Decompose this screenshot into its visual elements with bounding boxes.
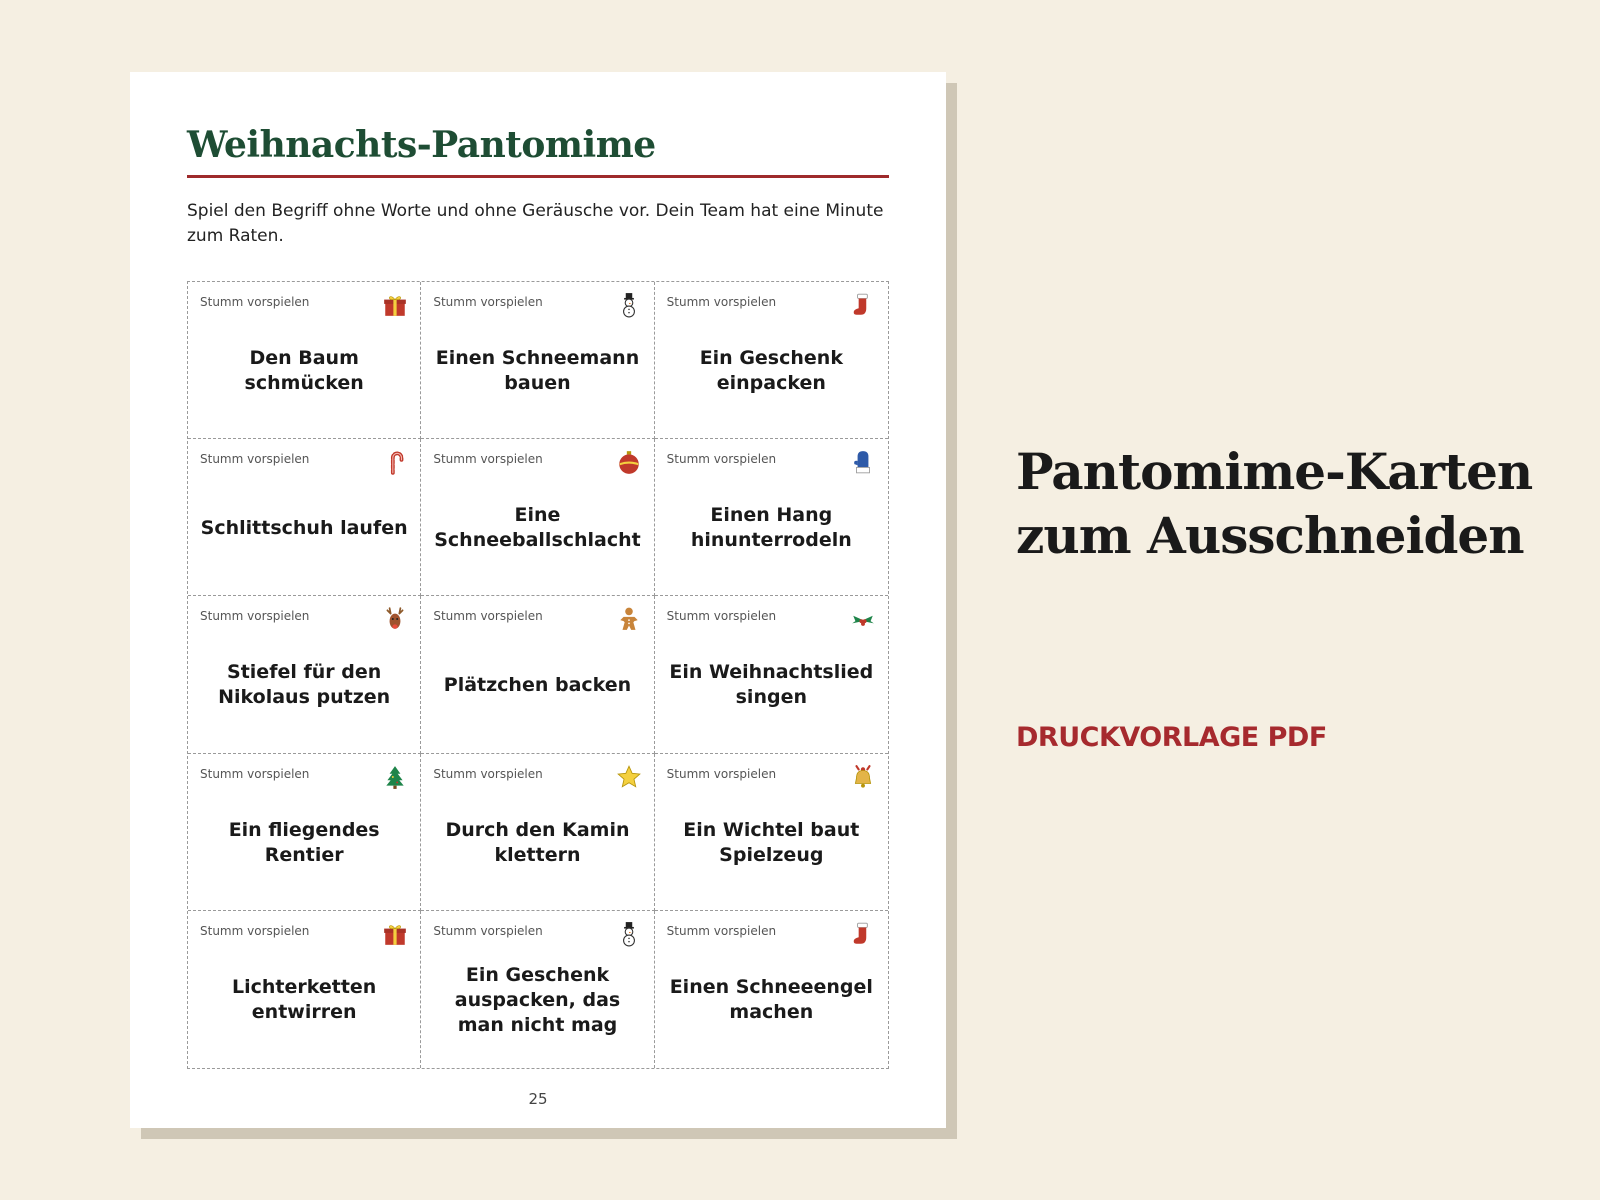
reindeer-icon bbox=[382, 606, 408, 632]
card-grid bbox=[187, 281, 889, 1069]
card-term: Einen Schneemann bauen bbox=[435, 347, 640, 395]
pantomime-card bbox=[188, 911, 421, 1068]
pantomime-card bbox=[655, 596, 888, 753]
card-term: Durch den Kamin klettern bbox=[445, 818, 630, 866]
card-term: Ein Weihnachtslied singen bbox=[669, 661, 874, 709]
stocking-icon bbox=[850, 292, 876, 318]
promo-headline-line: zum Ausschneiden bbox=[1016, 506, 1524, 565]
title-underline bbox=[187, 175, 889, 178]
candy-cane-icon bbox=[382, 449, 408, 475]
pantomime-card bbox=[188, 282, 421, 439]
snowman-icon bbox=[616, 921, 642, 947]
card-label: Stumm vorspielen bbox=[200, 295, 310, 309]
ornament-icon bbox=[616, 449, 642, 475]
card-label: Stumm vorspielen bbox=[200, 923, 310, 938]
pantomime-card bbox=[421, 282, 654, 439]
pantomime-card bbox=[188, 596, 421, 753]
card-label: Stumm vorspielen bbox=[433, 295, 543, 309]
pantomime-card bbox=[421, 439, 654, 596]
card-label: Stumm vorspielen bbox=[666, 609, 777, 624]
tree-icon bbox=[382, 764, 408, 790]
star-icon bbox=[616, 764, 642, 790]
card-label: Stumm vorspielen bbox=[433, 766, 543, 781]
pantomime-card bbox=[655, 282, 888, 439]
card-label: Stumm vorspielen bbox=[666, 766, 777, 781]
card-label: Stumm vorspielen bbox=[666, 295, 777, 309]
pantomime-card bbox=[655, 754, 888, 911]
mitten-icon bbox=[850, 449, 876, 475]
snowman-icon bbox=[616, 292, 642, 318]
card-term: Lichterketten entwirren bbox=[231, 976, 377, 1024]
card-label: Stumm vorspielen bbox=[666, 923, 777, 938]
gingerbread-icon bbox=[616, 606, 642, 632]
card-term: Schlittschuh laufen bbox=[200, 516, 408, 539]
page-title: Weihnachts-Pantomime bbox=[187, 124, 656, 166]
card-term: Ein Geschenk einpacken bbox=[699, 347, 843, 395]
pantomime-card bbox=[188, 439, 421, 596]
promo-headline bbox=[1016, 440, 1532, 568]
pantomime-card bbox=[421, 596, 654, 753]
stocking-icon bbox=[850, 921, 876, 947]
pantomime-card bbox=[188, 754, 421, 911]
card-term: Eine Schneeballschlacht bbox=[434, 504, 641, 552]
card-label: Stumm vorspielen bbox=[433, 452, 543, 467]
document-page bbox=[130, 72, 946, 1128]
page-number: 25 bbox=[528, 1090, 548, 1108]
card-term: Ein Wichtel baut Spielzeug bbox=[683, 818, 860, 866]
card-label: Stumm vorspielen bbox=[666, 452, 777, 467]
card-term: Den Baum schmücken bbox=[244, 347, 364, 395]
pantomime-card bbox=[655, 439, 888, 596]
card-label: Stumm vorspielen bbox=[200, 766, 310, 781]
card-label: Stumm vorspielen bbox=[433, 923, 543, 938]
bell-icon bbox=[850, 764, 876, 790]
card-label: Stumm vorspielen bbox=[433, 609, 543, 624]
gift-icon bbox=[382, 921, 408, 947]
pantomime-card bbox=[655, 911, 888, 1068]
card-term: Ein fliegendes Rentier bbox=[228, 818, 380, 866]
pantomime-card bbox=[421, 911, 654, 1068]
card-term: Ein Geschenk auspacken, das man nicht mag bbox=[454, 963, 621, 1036]
holly-icon bbox=[850, 606, 876, 632]
card-term: Plätzchen backen bbox=[443, 673, 632, 696]
card-term: Einen Schneeengel machen bbox=[669, 976, 873, 1024]
format-label: DRUCKVORLAGE PDF bbox=[1016, 722, 1327, 753]
card-term: Einen Hang hinunterrodeln bbox=[690, 504, 852, 552]
pantomime-card bbox=[421, 754, 654, 911]
card-label: Stumm vorspielen bbox=[200, 452, 310, 467]
card-term: Stiefel für den Nikolaus putzen bbox=[218, 661, 391, 709]
card-label: Stumm vorspielen bbox=[200, 609, 310, 624]
gift-icon bbox=[382, 292, 408, 318]
instructions-text: Spiel den Begriff ohne Worte und ohne Geräusche vor. Dein Team hat eine Minute zum Raten. bbox=[187, 201, 884, 246]
promo-headline-line: Pantomime-Karten bbox=[1016, 442, 1533, 501]
